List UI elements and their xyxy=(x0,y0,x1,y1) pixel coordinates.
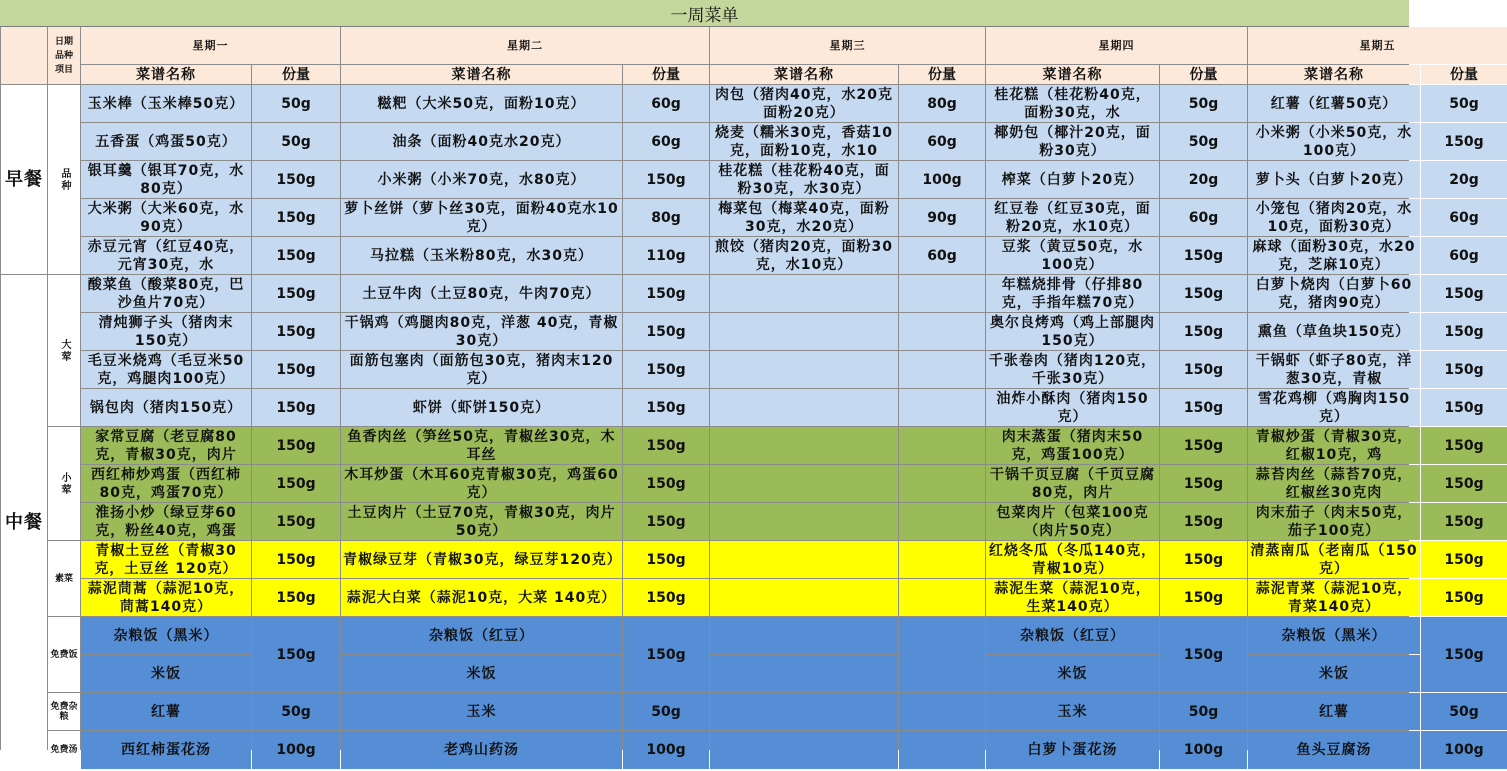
portion-cell: 20g xyxy=(1421,161,1507,198)
day-header: 星期五 xyxy=(1248,27,1507,64)
dish-cell: 土豆肉片（土豆70克，青椒30克，肉片50克） xyxy=(341,503,622,540)
category-small-meat: 小荤 xyxy=(48,427,80,540)
day-header: 星期三 xyxy=(710,27,985,64)
free-grain-portion: 50g xyxy=(623,693,709,730)
free-rice-dish: 米饭 xyxy=(81,655,251,692)
free-rice-dish: 米饭 xyxy=(1248,655,1420,692)
dish-cell: 小米粥（小米50克，水100克） xyxy=(1248,123,1420,160)
dish-cell: 蒜泥青菜（蒜泥10克，青菜140克） xyxy=(1248,579,1420,616)
dish-cell: 蒜泥生菜（蒜泥10克，生菜140克） xyxy=(986,579,1159,616)
portion-cell: 150g xyxy=(623,579,709,616)
dish-name-header: 菜谱名称 xyxy=(710,65,898,84)
portion-cell: 150g xyxy=(252,351,340,388)
category-free-soup: 免费汤 xyxy=(48,731,80,769)
portion-cell: 150g xyxy=(1421,465,1507,502)
portion-cell: 150g xyxy=(1421,503,1507,540)
free-rice-dish: 杂粮饭（黑米） xyxy=(1248,617,1420,654)
dish-cell: 干锅鸡（鸡腿肉80克，洋葱 40克，青椒30克） xyxy=(341,313,622,350)
header-blank xyxy=(1,27,47,84)
portion-cell: 110g xyxy=(623,237,709,274)
free-soup-portion: 100g xyxy=(252,731,340,769)
portion-cell: 150g xyxy=(1160,579,1247,616)
free-grain-portion: 50g xyxy=(252,693,340,730)
free-rice-portion: 150g xyxy=(252,617,340,692)
portion-cell: 50g xyxy=(1160,123,1247,160)
portion-header: 份量 xyxy=(899,65,985,84)
free-rice-portion xyxy=(899,617,985,692)
dish-name-header: 菜谱名称 xyxy=(1248,65,1420,84)
dish-cell: 萝卜丝饼（萝卜丝30克，面粉40克水10克） xyxy=(341,199,622,236)
dish-cell: 萝卜头（白萝卜20克） xyxy=(1248,161,1420,198)
portion-cell: 150g xyxy=(252,237,340,274)
portion-cell: 50g xyxy=(1421,85,1507,122)
dish-cell: 椰奶包（椰汁20克，面粉30克） xyxy=(986,123,1159,160)
free-rice-dish: 米饭 xyxy=(341,655,622,692)
free-rice-portion: 150g xyxy=(1421,617,1507,692)
dish-cell xyxy=(710,427,898,464)
portion-cell: 150g xyxy=(1421,579,1507,616)
dish-cell: 红烧冬瓜（冬瓜140克，青椒10克） xyxy=(986,541,1159,578)
free-rice-dish xyxy=(710,655,898,692)
portion-cell: 150g xyxy=(1160,503,1247,540)
dish-cell: 油炸小酥肉（猪肉150克） xyxy=(986,389,1159,426)
portion-cell: 150g xyxy=(623,389,709,426)
free-rice-dish: 杂粮饭（红豆） xyxy=(341,617,622,654)
portion-cell xyxy=(899,427,985,464)
free-grain-dish: 红薯 xyxy=(81,693,251,730)
portion-cell: 150g xyxy=(252,389,340,426)
free-rice-portion: 150g xyxy=(1160,617,1247,692)
dish-cell: 西红柿炒鸡蛋（西红柿80克，鸡蛋70克） xyxy=(81,465,251,502)
portion-cell: 20g xyxy=(1160,161,1247,198)
portion-header: 份量 xyxy=(623,65,709,84)
dish-cell: 烧麦（糯米30克，香菇10克，面粉10克，水10 xyxy=(710,123,898,160)
dish-cell: 榨菜（白萝卜20克） xyxy=(986,161,1159,198)
free-soup-dish: 白萝卜蛋花汤 xyxy=(986,731,1159,769)
dish-cell xyxy=(710,313,898,350)
category-free-rice: 免费饭 xyxy=(48,617,80,692)
dish-cell: 蒜泥大白菜（蒜泥10克，大菜 140克） xyxy=(341,579,622,616)
portion-header: 份量 xyxy=(1160,65,1247,84)
dish-cell: 奥尔良烤鸡（鸡上部腿肉150克） xyxy=(986,313,1159,350)
dish-cell: 淮扬小炒（绿豆芽60克，粉丝40克，鸡蛋 xyxy=(81,503,251,540)
dish-cell: 马拉糕（玉米粉80克，水30克） xyxy=(341,237,622,274)
portion-cell: 150g xyxy=(252,579,340,616)
dish-cell: 肉包（猪肉40克，水20克面粉20克） xyxy=(710,85,898,122)
dish-cell: 麻球（面粉30克，水20克，芝麻10克） xyxy=(1248,237,1420,274)
dish-cell xyxy=(710,465,898,502)
dish-cell: 雪花鸡柳（鸡胸肉150克） xyxy=(1248,389,1420,426)
dish-cell: 年糕烧排骨（仔排80克，手指年糕70克） xyxy=(986,275,1159,312)
portion-cell: 50g xyxy=(1160,85,1247,122)
dish-cell: 蒜泥茼蒿（蒜泥10克，茼蒿140克） xyxy=(81,579,251,616)
category-big-meat: 大荤 xyxy=(48,275,80,426)
sheet-title: 一周菜单 xyxy=(0,0,1409,27)
dish-cell xyxy=(710,275,898,312)
portion-cell xyxy=(899,389,985,426)
portion-cell: 150g xyxy=(1421,123,1507,160)
portion-cell: 150g xyxy=(252,503,340,540)
portion-cell: 90g xyxy=(899,199,985,236)
portion-cell: 60g xyxy=(1160,199,1247,236)
free-soup-portion: 100g xyxy=(623,731,709,769)
menu-table xyxy=(0,27,1484,758)
dish-cell: 糍粑（大米50克，面粉10克） xyxy=(341,85,622,122)
portion-cell: 150g xyxy=(623,161,709,198)
portion-cell: 50g xyxy=(252,123,340,160)
dish-cell: 锅包肉（猪肉150克） xyxy=(81,389,251,426)
dish-name-header: 菜谱名称 xyxy=(81,65,251,84)
free-soup-portion: 100g xyxy=(1421,731,1507,769)
portion-cell: 150g xyxy=(1160,313,1247,350)
dish-cell: 煎饺（猪肉20克，面粉30克，水10克） xyxy=(710,237,898,274)
dish-cell: 桂花糕（桂花粉40克，面粉30克，水30克） xyxy=(710,161,898,198)
dish-cell: 红豆卷（红豆30克，面粉20克，水10克） xyxy=(986,199,1159,236)
dish-cell xyxy=(710,351,898,388)
free-rice-dish xyxy=(710,617,898,654)
free-grain-dish: 玉米 xyxy=(986,693,1159,730)
portion-cell: 60g xyxy=(623,85,709,122)
dish-cell: 千张卷肉（猪肉120克，千张30克） xyxy=(986,351,1159,388)
dish-cell: 青椒绿豆芽（青椒30克，绿豆芽120克） xyxy=(341,541,622,578)
portion-cell: 80g xyxy=(899,85,985,122)
free-grain-dish: 红薯 xyxy=(1248,693,1420,730)
portion-cell: 150g xyxy=(623,275,709,312)
portion-cell: 150g xyxy=(1421,427,1507,464)
free-soup-dish: 西红柿蛋花汤 xyxy=(81,731,251,769)
header-corner-label: 品种 xyxy=(54,50,73,61)
portion-cell: 150g xyxy=(1160,389,1247,426)
dish-cell: 熏鱼（草鱼块150克） xyxy=(1248,313,1420,350)
portion-cell: 150g xyxy=(623,351,709,388)
free-grain-portion: 50g xyxy=(1421,693,1507,730)
dish-cell: 毛豆米烧鸡（毛豆米50克，鸡腿肉100克） xyxy=(81,351,251,388)
portion-cell: 60g xyxy=(1421,237,1507,274)
portion-cell: 150g xyxy=(252,427,340,464)
free-soup-dish: 鱼头豆腐汤 xyxy=(1248,731,1420,769)
dish-cell: 油条（面粉40克水20克） xyxy=(341,123,622,160)
portion-cell: 150g xyxy=(252,275,340,312)
dish-cell: 蒜苔肉丝（蒜苔70克，红椒丝30克肉 xyxy=(1248,465,1420,502)
dish-cell: 虾饼（虾饼150克） xyxy=(341,389,622,426)
portion-cell: 150g xyxy=(1160,465,1247,502)
meal-lunch: 中餐 xyxy=(1,275,47,771)
dish-cell: 大米粥（大米60克，水90克） xyxy=(81,199,251,236)
dish-cell: 土豆牛肉（土豆80克，牛肉70克） xyxy=(341,275,622,312)
dish-cell xyxy=(710,389,898,426)
portion-cell: 150g xyxy=(623,503,709,540)
dish-cell: 清炖狮子头（猪肉末150克） xyxy=(81,313,251,350)
portion-cell: 80g xyxy=(623,199,709,236)
dish-cell: 小笼包（猪肉20克，水10克，面粉30克） xyxy=(1248,199,1420,236)
portion-cell: 150g xyxy=(1421,275,1507,312)
dish-cell: 桂花糕（桂花粉40克，面粉30克，水 xyxy=(986,85,1159,122)
dish-cell: 青椒土豆丝（青椒30克，土豆丝 120克） xyxy=(81,541,251,578)
free-grain-dish: 玉米 xyxy=(341,693,622,730)
portion-cell xyxy=(899,579,985,616)
header-corner-label: 项目 xyxy=(54,64,73,75)
dish-name-header: 菜谱名称 xyxy=(986,65,1159,84)
dish-cell: 鱼香肉丝（笋丝50克，青椒丝30克，木耳丝 xyxy=(341,427,622,464)
dish-cell: 白萝卜烧肉（白萝卜60克，猪肉90克） xyxy=(1248,275,1420,312)
portion-cell: 150g xyxy=(623,465,709,502)
portion-cell: 60g xyxy=(623,123,709,160)
portion-header: 份量 xyxy=(1421,65,1507,84)
portion-cell: 150g xyxy=(252,541,340,578)
dish-cell: 豆浆（黄豆50克，水100克） xyxy=(986,237,1159,274)
portion-cell: 100g xyxy=(899,161,985,198)
dish-cell xyxy=(710,503,898,540)
category-free-grain: 免费杂粮 xyxy=(48,693,80,730)
portion-cell: 150g xyxy=(623,427,709,464)
portion-cell: 60g xyxy=(899,237,985,274)
dish-cell: 红薯（红薯50克） xyxy=(1248,85,1420,122)
free-soup-dish xyxy=(710,731,898,769)
free-soup-portion xyxy=(899,731,985,769)
dish-cell: 清蒸南瓜（老南瓜（150克） xyxy=(1248,541,1420,578)
dish-cell xyxy=(710,541,898,578)
meal-breakfast: 早餐 xyxy=(1,85,47,274)
portion-cell: 60g xyxy=(899,123,985,160)
dish-cell: 五香蛋（鸡蛋50克） xyxy=(81,123,251,160)
portion-cell xyxy=(899,541,985,578)
dish-name-header: 菜谱名称 xyxy=(341,65,622,84)
portion-cell: 150g xyxy=(623,313,709,350)
portion-cell: 150g xyxy=(1160,427,1247,464)
day-header: 星期二 xyxy=(341,27,709,64)
dish-cell: 肉末茄子（肉末50克，茄子100克） xyxy=(1248,503,1420,540)
portion-cell xyxy=(899,275,985,312)
free-grain-dish xyxy=(710,693,898,730)
dish-cell: 干锅虾（虾子80克，洋葱30克，青椒 xyxy=(1248,351,1420,388)
dish-cell xyxy=(710,579,898,616)
day-header: 星期四 xyxy=(986,27,1247,64)
portion-cell xyxy=(899,351,985,388)
dish-cell: 酸菜鱼（酸菜80克，巴沙鱼片70克） xyxy=(81,275,251,312)
dish-cell: 梅菜包（梅菜40克，面粉30克，水20克） xyxy=(710,199,898,236)
portion-cell: 150g xyxy=(1421,351,1507,388)
free-rice-portion: 150g xyxy=(623,617,709,692)
dish-cell: 干锅千页豆腐（千页豆腐80克，肉片 xyxy=(986,465,1159,502)
portion-cell: 150g xyxy=(252,161,340,198)
dish-cell: 面筋包塞肉（面筋包30克，猪肉末120克） xyxy=(341,351,622,388)
portion-cell xyxy=(899,503,985,540)
portion-cell: 150g xyxy=(1421,541,1507,578)
portion-cell: 150g xyxy=(252,313,340,350)
day-header: 星期一 xyxy=(81,27,340,64)
free-grain-portion xyxy=(899,693,985,730)
portion-cell: 150g xyxy=(1421,389,1507,426)
portion-cell: 150g xyxy=(1160,275,1247,312)
dish-cell: 玉米棒（玉米棒50克） xyxy=(81,85,251,122)
free-soup-dish: 老鸡山药汤 xyxy=(341,731,622,769)
portion-cell: 150g xyxy=(1160,541,1247,578)
dish-cell: 木耳炒蛋（木耳60克青椒30克，鸡蛋60克） xyxy=(341,465,622,502)
dish-cell: 小米粥（小米70克，水80克） xyxy=(341,161,622,198)
portion-cell xyxy=(899,465,985,502)
dish-cell: 家常豆腐（老豆腐80克，青椒30克，肉片 xyxy=(81,427,251,464)
portion-cell: 50g xyxy=(252,85,340,122)
portion-header: 份量 xyxy=(252,65,340,84)
free-grain-portion: 50g xyxy=(1160,693,1247,730)
dish-cell: 肉末蒸蛋（猪肉末50克，鸡蛋100克） xyxy=(986,427,1159,464)
portion-cell: 150g xyxy=(1421,313,1507,350)
portion-cell: 150g xyxy=(1160,237,1247,274)
category-breakfast: 品种 xyxy=(48,85,80,274)
header-corner-label: 日期 xyxy=(54,36,73,47)
dish-cell: 青椒炒蛋（青椒30克，红椒10克，鸡 xyxy=(1248,427,1420,464)
dish-cell: 赤豆元宵（红豆40克，元宵30克，水 xyxy=(81,237,251,274)
portion-cell: 150g xyxy=(252,465,340,502)
portion-cell: 60g xyxy=(1421,199,1507,236)
portion-cell: 150g xyxy=(1160,351,1247,388)
free-rice-dish: 杂粮饭（黑米） xyxy=(81,617,251,654)
category-veg: 素菜 xyxy=(48,541,80,616)
portion-cell: 150g xyxy=(252,199,340,236)
header-corner xyxy=(48,27,80,84)
free-rice-dish: 杂粮饭（红豆） xyxy=(986,617,1159,654)
portion-cell xyxy=(899,313,985,350)
free-rice-dish: 米饭 xyxy=(986,655,1159,692)
dish-cell: 包菜肉片（包菜100克（肉片50克） xyxy=(986,503,1159,540)
dish-cell: 银耳羹（银耳70克，水80克） xyxy=(81,161,251,198)
portion-cell: 150g xyxy=(623,541,709,578)
free-soup-portion: 100g xyxy=(1160,731,1247,769)
